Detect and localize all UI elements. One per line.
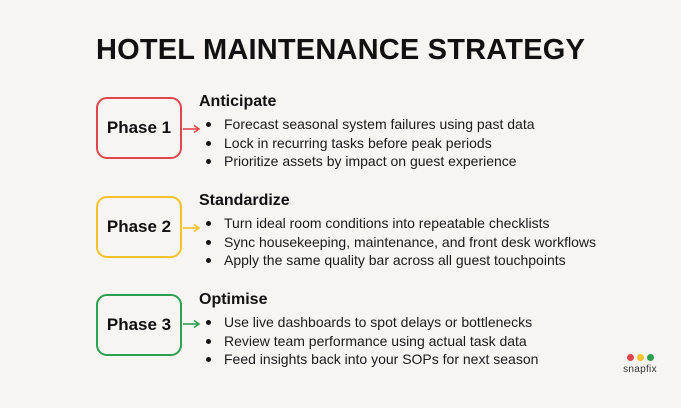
list-item [205, 350, 538, 369]
phase-1-list [205, 115, 535, 171]
bullet-icon [206, 221, 211, 226]
snapfix-logo [618, 354, 662, 375]
list-item-text: Feed insights back into your SOPs for next season [224, 351, 539, 367]
list-item [205, 313, 538, 332]
list-item [205, 115, 535, 134]
list-item-text: Use live dashboards to spot delays or bottlenecks [224, 314, 533, 330]
bullet-icon [206, 357, 211, 362]
list-item [205, 251, 596, 270]
bullet-icon [206, 339, 211, 344]
phase-3-box [96, 294, 182, 356]
list-item [205, 332, 538, 351]
bullet-icon [206, 122, 211, 127]
list-item-text: Lock in recurring tasks before peak periods [224, 134, 492, 151]
bullet-icon [206, 240, 211, 245]
bullet-icon [206, 320, 211, 325]
list-item-text: Sync housekeeping, maintenance, and front desk workflows [224, 233, 596, 250]
bullet-icon [206, 159, 211, 164]
arrow-right-icon [183, 124, 201, 134]
arrow-right-icon [183, 319, 201, 329]
phase-1-label: Phase 1 [106, 118, 172, 137]
phase-1-heading: Anticipate [199, 93, 277, 110]
phase-3-list [205, 313, 538, 369]
list-item [205, 233, 596, 252]
list-item-text: Turn ideal room conditions into repeatable checklists [224, 215, 550, 231]
phase-2-list [205, 214, 596, 270]
phase-3-label: Phase 3 [106, 315, 172, 334]
logo-dot-green-icon [647, 354, 654, 361]
logo-dot-red-icon [627, 354, 634, 361]
phase-2-heading: Standardize [199, 192, 290, 209]
list-item [205, 152, 535, 171]
bullet-icon [206, 258, 211, 263]
phase-1-box [96, 97, 182, 159]
logo-text: snapfix [623, 364, 657, 375]
arrow-right-icon [183, 223, 201, 233]
phase-3-heading: Optimise [199, 291, 268, 308]
list-item-text: Forecast seasonal system failures using past data [224, 116, 535, 132]
list-item [205, 214, 596, 233]
phase-2-label: Phase 2 [106, 217, 172, 236]
phase-2-box [96, 196, 182, 258]
page-title: HOTEL MAINTENANCE STRATEGY [95, 34, 586, 66]
logo-dot-yellow-icon [637, 354, 644, 361]
list-item [205, 134, 535, 153]
list-item-text: Apply the same quality bar across all guest touchpoints [224, 252, 566, 268]
list-item-text: Prioritize assets by impact on guest experience [224, 153, 517, 169]
bullet-icon [206, 141, 211, 146]
list-item-text: Review team performance using actual task data [224, 332, 527, 349]
logo-dots [618, 354, 662, 362]
